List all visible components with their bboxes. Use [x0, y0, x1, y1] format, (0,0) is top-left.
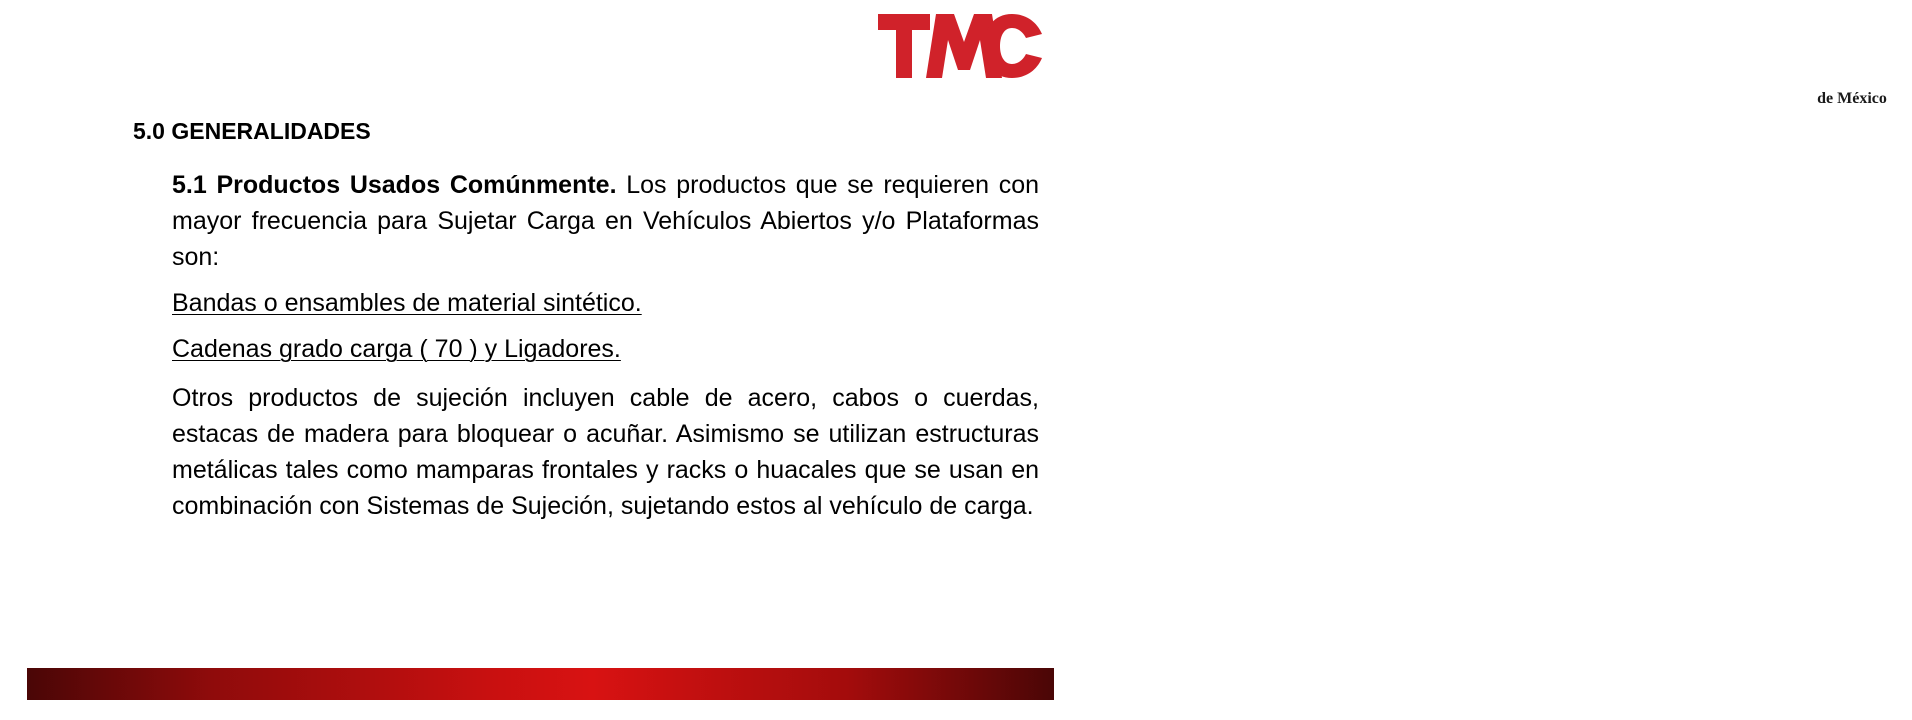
- slide-body: [172, 167, 1039, 524]
- subsection-title: 5.1 Productos Usados Comúnmente.: [172, 171, 617, 199]
- product-item-2: [172, 331, 1039, 367]
- intro-text: Los productos que se requieren con mayor frecuencia para Sujetar Carga en Vehículos Abiertos y/o Plataformas son:: [172, 171, 1039, 271]
- intro-paragraph: [172, 167, 1039, 275]
- tmc-logo-mark: [874, 10, 1046, 82]
- closing-paragraph: Otros productos de sujeción incluyen cable de acero, cabos o cuerdas, estacas de madera para bloquear o acuñar. Asimismo se utilizan estructuras metálicas tales como mamparas frontales y racks o huacales que se usan en combinación con Sistemas de Sujeción, sujetando estos al vehículo de carga.: [172, 384, 1039, 520]
- section-heading: 5.0 GENERALIDADES: [133, 118, 371, 144]
- product-item-text: Cadenas grado carga ( 70 ) y Ligadores.: [172, 335, 621, 363]
- product-item-1: [172, 285, 1039, 321]
- company-logo: [874, 10, 1887, 107]
- footer-bar: [27, 668, 1054, 700]
- logo-subtitle: de México: [1817, 90, 1887, 107]
- product-item-text: Bandas o ensambles de material sintético.: [172, 289, 642, 317]
